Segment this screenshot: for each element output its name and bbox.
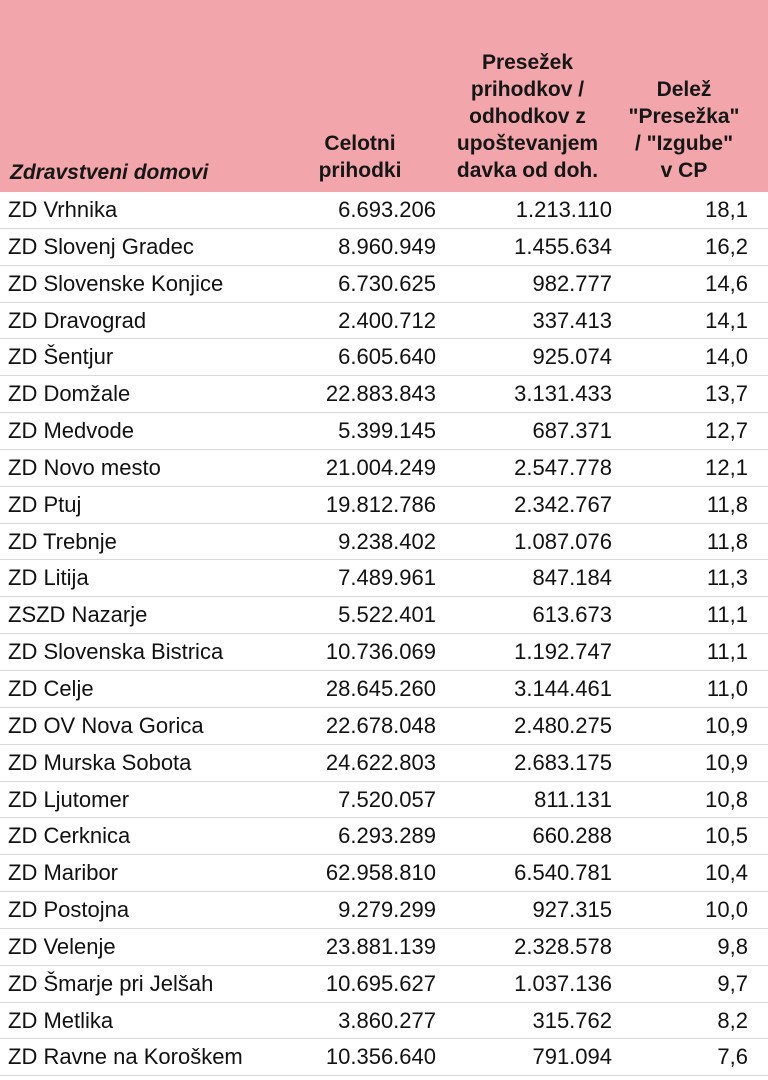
cell-total-revenue: 22.883.843 <box>325 381 436 407</box>
table-row[interactable] <box>0 192 768 229</box>
cell-surplus: 1.037.136 <box>514 970 612 996</box>
table-row[interactable] <box>0 266 768 303</box>
cell-name: ZD Vrhnika <box>8 197 118 222</box>
cell-share: 10,0 <box>705 897 748 923</box>
cell-surplus: 1.213.110 <box>515 197 612 222</box>
cell-share: 9,8 <box>717 933 748 959</box>
cell-surplus: 3.144.461 <box>514 675 612 701</box>
table-row[interactable] <box>0 303 768 340</box>
cell-surplus: 982.777 <box>532 270 612 296</box>
cell-share: 7,6 <box>717 1044 748 1070</box>
table-row[interactable] <box>0 745 768 782</box>
cell-total-revenue: 6.605.640 <box>338 344 436 370</box>
cell-surplus: 2.328.578 <box>514 933 612 959</box>
cell-name: ZD Šentjur <box>8 344 114 370</box>
cell-name: ZD Trebnje <box>8 528 117 554</box>
table-row[interactable] <box>0 1003 768 1040</box>
cell-name: ZD Ljutomer <box>8 786 130 812</box>
cell-surplus: 1.087.076 <box>514 528 612 554</box>
cell-share: 10,9 <box>705 712 748 738</box>
cell-name: ZD Cerknica <box>8 823 131 849</box>
cell-name: ZD Postojna <box>8 897 130 923</box>
table-row[interactable] <box>0 708 768 745</box>
cell-share: 10,8 <box>705 786 748 812</box>
table-header <box>0 0 768 192</box>
header-total-revenue: Celotni prihodki <box>318 132 402 182</box>
table-row[interactable] <box>0 339 768 376</box>
cell-total-revenue: 9.279.299 <box>338 897 436 923</box>
table-row[interactable] <box>0 560 768 597</box>
cell-share: 14,1 <box>705 307 748 333</box>
cell-share: 10,9 <box>705 749 748 775</box>
cell-total-revenue: 5.522.401 <box>338 602 436 628</box>
table-row[interactable] <box>0 855 768 892</box>
cell-surplus: 337.413 <box>532 307 612 333</box>
cell-total-revenue: 6.293.289 <box>338 823 436 849</box>
cell-total-revenue: 2.400.712 <box>338 307 436 333</box>
header-surplus: Presežek prihodkov / odhodkov z upoštevanjem davka od doh. <box>456 51 599 182</box>
cell-total-revenue: 5.399.145 <box>338 418 436 444</box>
table-row[interactable] <box>0 229 768 266</box>
cell-total-revenue: 7.489.961 <box>338 565 436 591</box>
table-row[interactable] <box>0 782 768 819</box>
cell-share: 11,1 <box>706 639 748 665</box>
cell-share: 12,1 <box>705 454 748 480</box>
cell-name: ZD Slovenj Gradec <box>8 233 194 259</box>
cell-surplus: 1.192.747 <box>514 639 612 665</box>
cell-share: 12,7 <box>705 418 748 444</box>
cell-total-revenue: 7.520.057 <box>338 786 436 812</box>
cell-total-revenue: 19.812.786 <box>325 491 436 517</box>
cell-share: 11,8 <box>706 491 748 517</box>
header-health-centers: Zdravstveni domovi <box>10 161 209 184</box>
cell-surplus: 2.480.275 <box>514 712 612 738</box>
table-row[interactable] <box>0 634 768 671</box>
cell-surplus: 925.074 <box>532 344 612 370</box>
cell-total-revenue: 9.238.402 <box>338 528 436 554</box>
cell-name: ZD Celje <box>8 675 94 701</box>
cell-surplus: 315.762 <box>532 1007 612 1033</box>
table-row[interactable] <box>0 450 768 487</box>
cell-share: 10,4 <box>705 860 748 886</box>
cell-name: ZD OV Nova Gorica <box>8 712 204 738</box>
header-share: Delež "Presežka" / "Izgube" v CP <box>628 78 740 182</box>
cell-total-revenue: 6.730.625 <box>338 270 436 296</box>
cell-surplus: 791.094 <box>532 1044 612 1070</box>
cell-name: ZD Velenje <box>8 933 116 959</box>
cell-share: 18,1 <box>705 197 748 222</box>
cell-total-revenue: 21.004.249 <box>325 454 436 480</box>
cell-share: 11,1 <box>706 602 748 628</box>
cell-name: ZD Medvode <box>8 418 134 444</box>
table-row[interactable] <box>0 1039 768 1076</box>
cell-share: 13,7 <box>705 381 748 407</box>
cell-total-revenue: 24.622.803 <box>325 749 436 775</box>
cell-share: 9,7 <box>717 970 748 996</box>
cell-total-revenue: 6.693.206 <box>338 197 436 222</box>
cell-share: 8,2 <box>717 1007 748 1033</box>
cell-name: ZD Ptuj <box>8 491 82 517</box>
cell-total-revenue: 23.881.139 <box>325 933 436 959</box>
cell-total-revenue: 10.695.627 <box>325 970 436 996</box>
table-body <box>0 192 768 1076</box>
table-row[interactable] <box>0 487 768 524</box>
cell-name: ZD Domžale <box>8 381 131 407</box>
cell-name: ZD Novo mesto <box>8 454 161 480</box>
cell-surplus: 2.547.778 <box>514 454 612 480</box>
cell-name: ZD Slovenske Konjice <box>8 270 224 296</box>
cell-name: ZD Metlika <box>8 1007 114 1033</box>
cell-share: 14,0 <box>705 344 748 370</box>
cell-share: 14,6 <box>705 270 748 296</box>
cell-total-revenue: 10.356.640 <box>325 1044 436 1070</box>
cell-surplus: 847.184 <box>532 565 612 591</box>
table-row[interactable] <box>0 929 768 966</box>
cell-surplus: 2.342.767 <box>514 491 612 517</box>
table-row[interactable] <box>0 818 768 855</box>
table-row[interactable] <box>0 597 768 634</box>
table-row[interactable] <box>0 892 768 929</box>
table-row[interactable] <box>0 413 768 450</box>
cell-name: ZD Maribor <box>8 860 119 886</box>
cell-total-revenue: 3.860.277 <box>338 1007 436 1033</box>
cell-total-revenue: 10.736.069 <box>325 639 436 665</box>
cell-share: 11,3 <box>706 565 748 591</box>
cell-share: 11,0 <box>706 675 748 701</box>
cell-name: ZD Šmarje pri Jelšah <box>8 970 214 996</box>
cell-total-revenue: 8.960.949 <box>338 233 436 259</box>
table-row[interactable] <box>0 671 768 708</box>
cell-surplus: 2.683.175 <box>514 749 612 775</box>
cell-surplus: 687.371 <box>532 418 612 444</box>
cell-surplus: 660.288 <box>532 823 612 849</box>
cell-name: ZD Murska Sobota <box>8 749 192 775</box>
cell-name: ZD Slovenska Bistrica <box>8 639 224 665</box>
table-row[interactable] <box>0 966 768 1003</box>
cell-total-revenue: 22.678.048 <box>325 712 436 738</box>
cell-surplus: 1.455.634 <box>514 233 612 259</box>
cell-name: ZD Ravne na Koroškem <box>8 1044 243 1070</box>
cell-share: 11,8 <box>706 528 748 554</box>
cell-name: ZSZD Nazarje <box>8 602 148 628</box>
cell-surplus: 811.131 <box>534 786 612 812</box>
cell-total-revenue: 28.645.260 <box>325 675 436 701</box>
cell-surplus: 927.315 <box>532 897 612 923</box>
cell-total-revenue: 62.958.810 <box>325 860 436 886</box>
cell-surplus: 613.673 <box>532 602 612 628</box>
cell-surplus: 6.540.781 <box>514 860 612 886</box>
cell-surplus: 3.131.433 <box>514 381 612 407</box>
cell-share: 16,2 <box>705 233 748 259</box>
table-row[interactable] <box>0 376 768 413</box>
cell-name: ZD Dravograd <box>8 307 147 333</box>
table-row[interactable] <box>0 524 768 561</box>
cell-name: ZD Litija <box>8 565 89 591</box>
cell-share: 10,5 <box>705 823 748 849</box>
